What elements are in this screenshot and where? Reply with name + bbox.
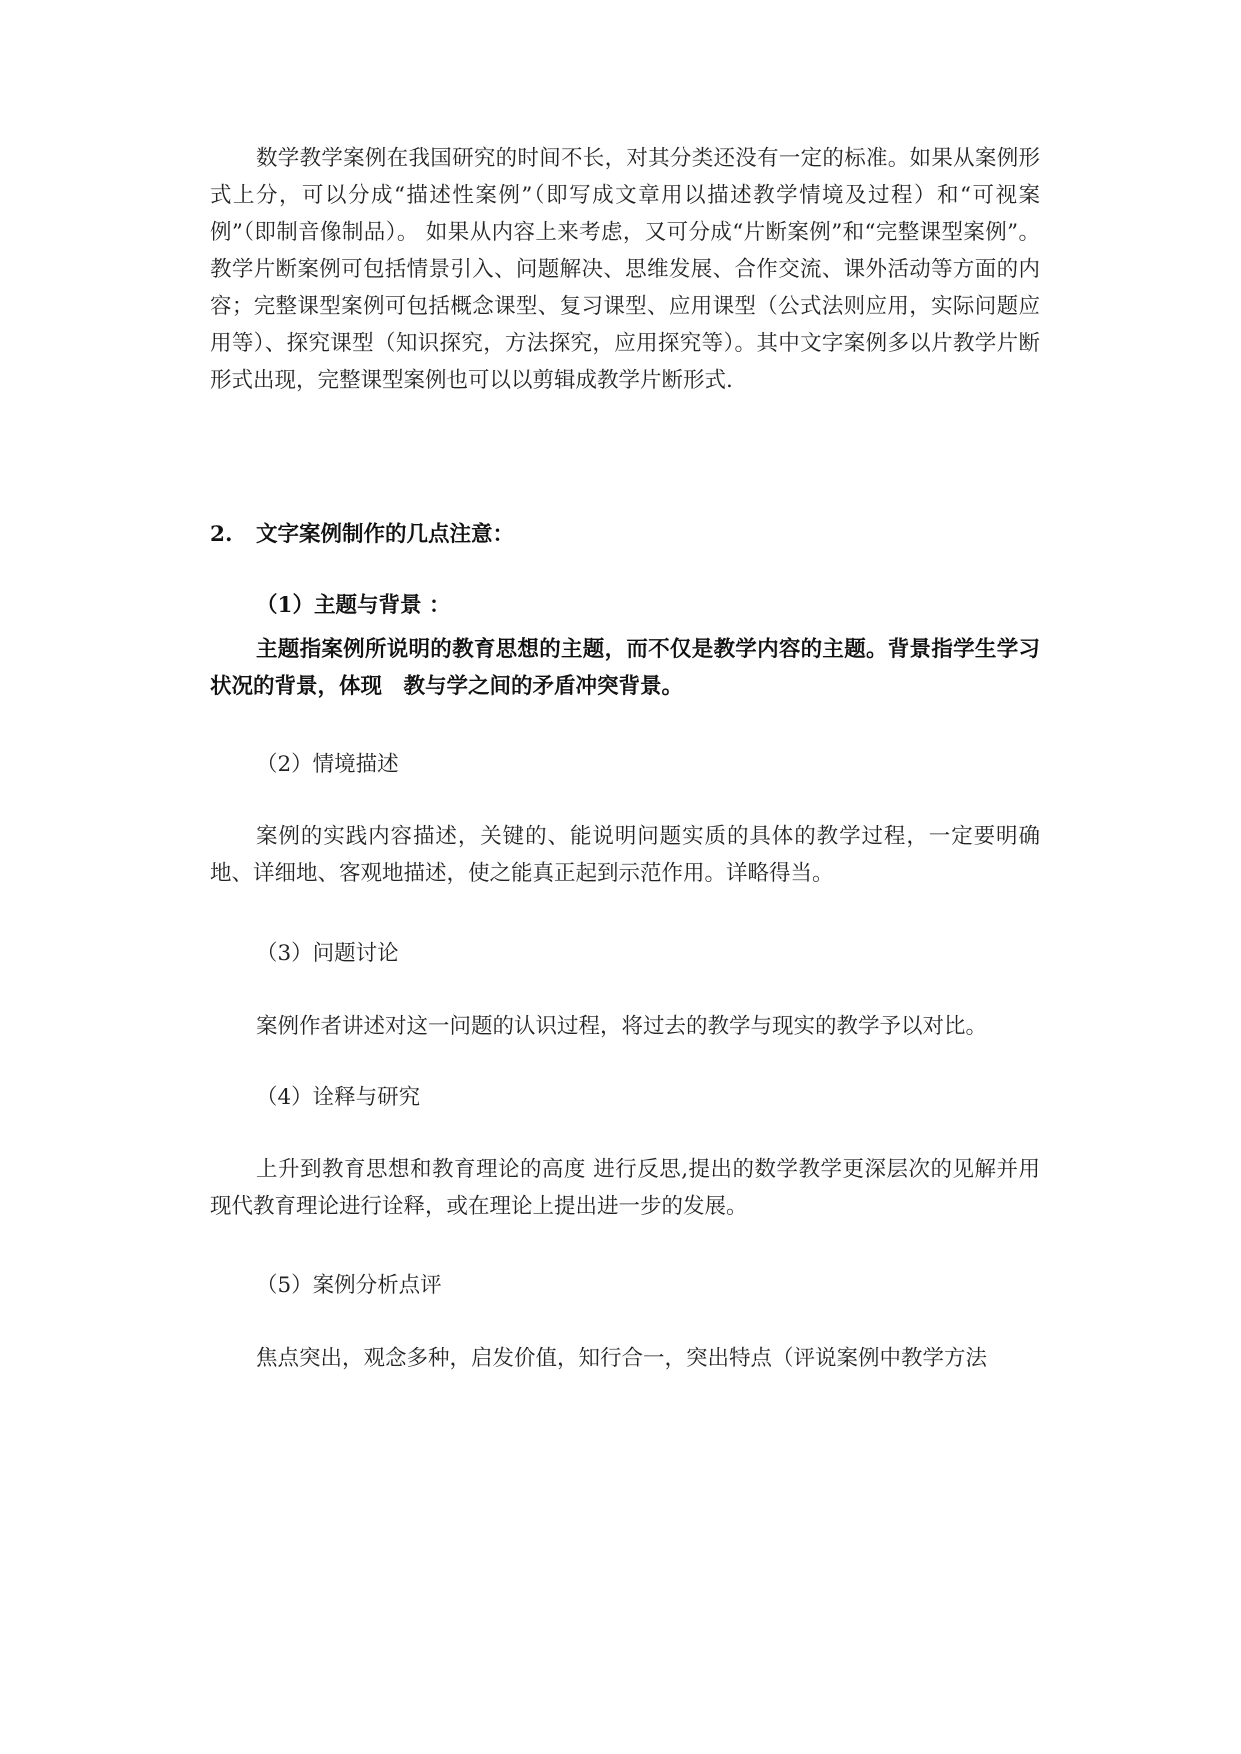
- section-heading: [210, 520, 514, 550]
- item-1-heading: （1）主题与背景 ：: [256, 593, 451, 618]
- item-5-heading: （5）案例分析点评: [256, 1273, 442, 1298]
- section-title: 文字案例制作的几点注意：: [256, 522, 515, 547]
- item-2-heading: （2）情境描述: [256, 752, 399, 777]
- item-2-body: 案例的实践内容描述，关键的、能说明问题实质的具体的教学过程，一定要明确地、详细地、客观地描述，使之能真正起到示范作用。详略得当。: [210, 824, 1040, 886]
- section-number: 2.: [210, 522, 233, 547]
- item-4-heading: （4）诠释与研究: [256, 1085, 421, 1110]
- item-1-body: 主题指案例所说明的教育思想的主题，而不仅是教学内容的主题。背景指学生学习状况的背景，体现 教与学之间的矛盾冲突背景。: [210, 637, 1040, 699]
- item-5-body: 焦点突出，观念多种，启发价值，知行合一，突出特点（评说案例中教学方法: [256, 1346, 988, 1371]
- item-3-heading: （3）问题讨论: [256, 941, 399, 966]
- intro-paragraph: 数学教学案例在我国研究的时间不长，对其分类还没有一定的标准。如果从案例形式上分，可以分成“描述性案例”（即写成文章用以描述教学情境及过程）和“可视案例”（即制音像制品）。 如果从内容上来考虑，又可分成“片断案例”和“完整课型案例”。教学片断案例可包括情景引入、问题解决、思维发展、合作交流、课外活动等方面的内容；完整课型案例可包括概念课型、复习课型、应用课型（公式法则应用，实际问题应用等）、探究课型（知识探究，方法探究，应用探究等）。其中文字案例多以片教学片断形式出现，完整课型案例也可以以剪辑成教学片断形式.: [210, 146, 1040, 393]
- item-4-body: 上升到教育思想和教育理论的高度 进行反思,提出的数学教学更深层次的见解并用现代教育理论进行诠释，或在理论上提出进一步的发展。: [210, 1157, 1040, 1219]
- item-3-body: 案例作者讲述对这一问题的认识过程，将过去的教学与现实的教学予以对比。: [256, 1014, 988, 1039]
